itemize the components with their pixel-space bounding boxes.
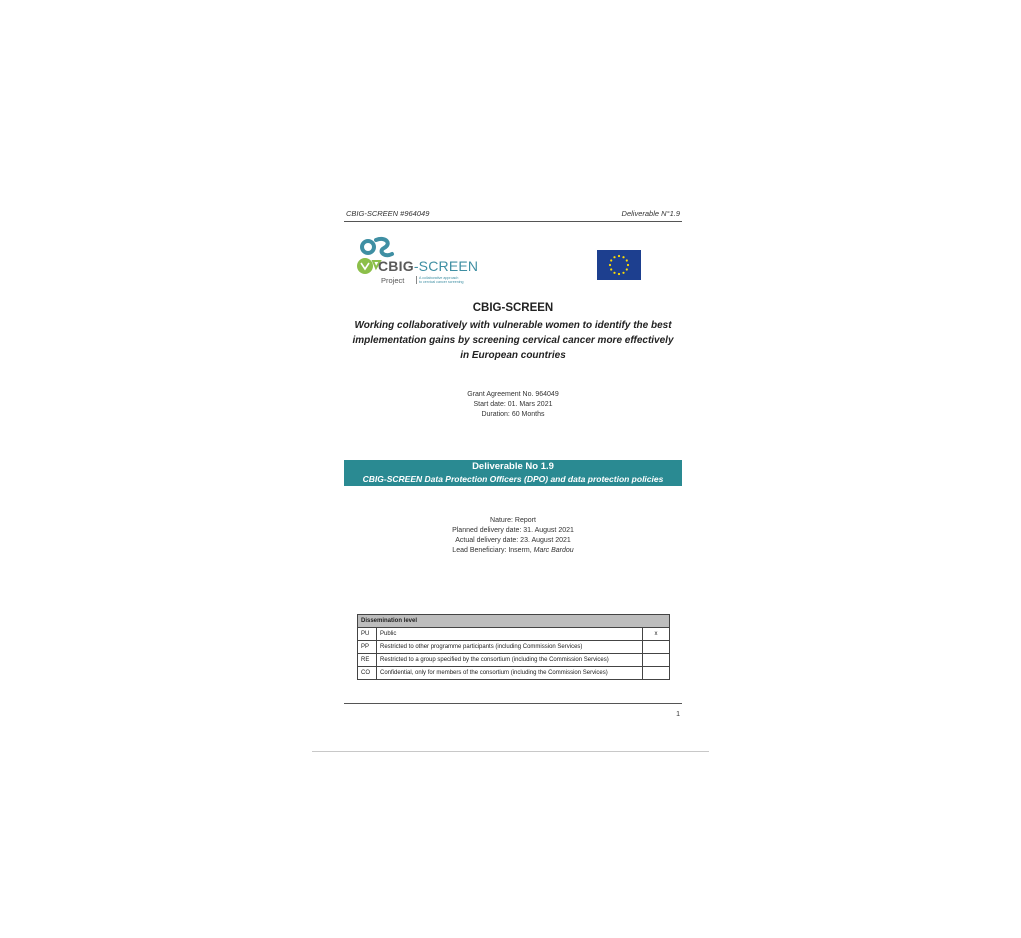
footer-divider bbox=[344, 703, 682, 704]
logo-tagline: A collaborative approach to cervical cancer screening bbox=[416, 276, 464, 284]
deliverable-details bbox=[344, 516, 682, 556]
eu-flag bbox=[597, 250, 641, 280]
table-row: CO Confidential, only for members of the consortium (including the Commission Services) bbox=[358, 667, 670, 680]
duration: Duration: 60 Months bbox=[481, 411, 545, 418]
eu-star bbox=[622, 272, 624, 274]
eu-star bbox=[622, 256, 624, 258]
grant-info bbox=[344, 390, 682, 420]
logo-project-label: Project bbox=[381, 276, 405, 285]
actual-delivery-date: Actual delivery date: 23. August 2021 bbox=[455, 537, 571, 544]
deliverable-name: CBIG-SCREEN Data Protection Officers (DPO) and data protection policies bbox=[362, 474, 664, 484]
eu-star bbox=[626, 268, 628, 270]
eu-star bbox=[627, 264, 629, 266]
grant-agreement: Grant Agreement No. 964049 bbox=[467, 391, 559, 398]
eu-flag-icon bbox=[597, 250, 641, 280]
planned-delivery-date: Planned delivery date: 31. August 2021 bbox=[452, 527, 574, 534]
header-divider bbox=[344, 221, 682, 222]
deliverable-number: Deliverable No 1.9 bbox=[472, 461, 554, 472]
table-row: PU Public x bbox=[358, 628, 670, 641]
eu-star bbox=[613, 256, 615, 258]
table-row: RE Restricted to a group specified by the consortium (including the Commission Services) bbox=[358, 654, 670, 667]
deliverable-banner bbox=[344, 460, 682, 486]
eu-star bbox=[609, 264, 611, 266]
dissemination-mark bbox=[643, 641, 670, 654]
lead-beneficiary: Lead Beneficiary: Inserm, Marc Bardou bbox=[452, 547, 574, 554]
document-subtitle: Working collaboratively with vulnerable women to identify the best implementation gains by screening cervical cancer more effectively in European countries bbox=[352, 320, 674, 361]
logo-wordmark: CBIG-SCREEN bbox=[378, 258, 479, 274]
eu-star bbox=[626, 259, 628, 261]
nature: Nature: Report bbox=[490, 517, 536, 524]
table-row: PP Restricted to other programme participants (including Commission Services) bbox=[358, 641, 670, 654]
cbig-screen-logo bbox=[356, 236, 486, 290]
eu-star bbox=[610, 259, 612, 261]
dissemination-mark bbox=[643, 667, 670, 680]
dissemination-mark bbox=[643, 654, 670, 667]
header-project-id: CBIG-SCREEN #964049 bbox=[346, 209, 430, 218]
header-deliverable-id: Deliverable N°1.9 bbox=[621, 209, 680, 218]
dissemination-mark: x bbox=[643, 628, 670, 641]
page-number: 1 bbox=[676, 711, 680, 718]
eu-star bbox=[613, 272, 615, 274]
eu-star bbox=[610, 268, 612, 270]
document-title: CBIG-SCREEN bbox=[472, 302, 554, 314]
dissemination-heading: Dissemination level bbox=[358, 615, 670, 628]
page-bottom-edge bbox=[312, 751, 709, 752]
eu-star bbox=[618, 273, 620, 275]
eu-star bbox=[618, 255, 620, 257]
document-page bbox=[344, 200, 682, 730]
start-date: Start date: 01. Mars 2021 bbox=[473, 401, 553, 408]
dissemination-table bbox=[357, 614, 670, 680]
